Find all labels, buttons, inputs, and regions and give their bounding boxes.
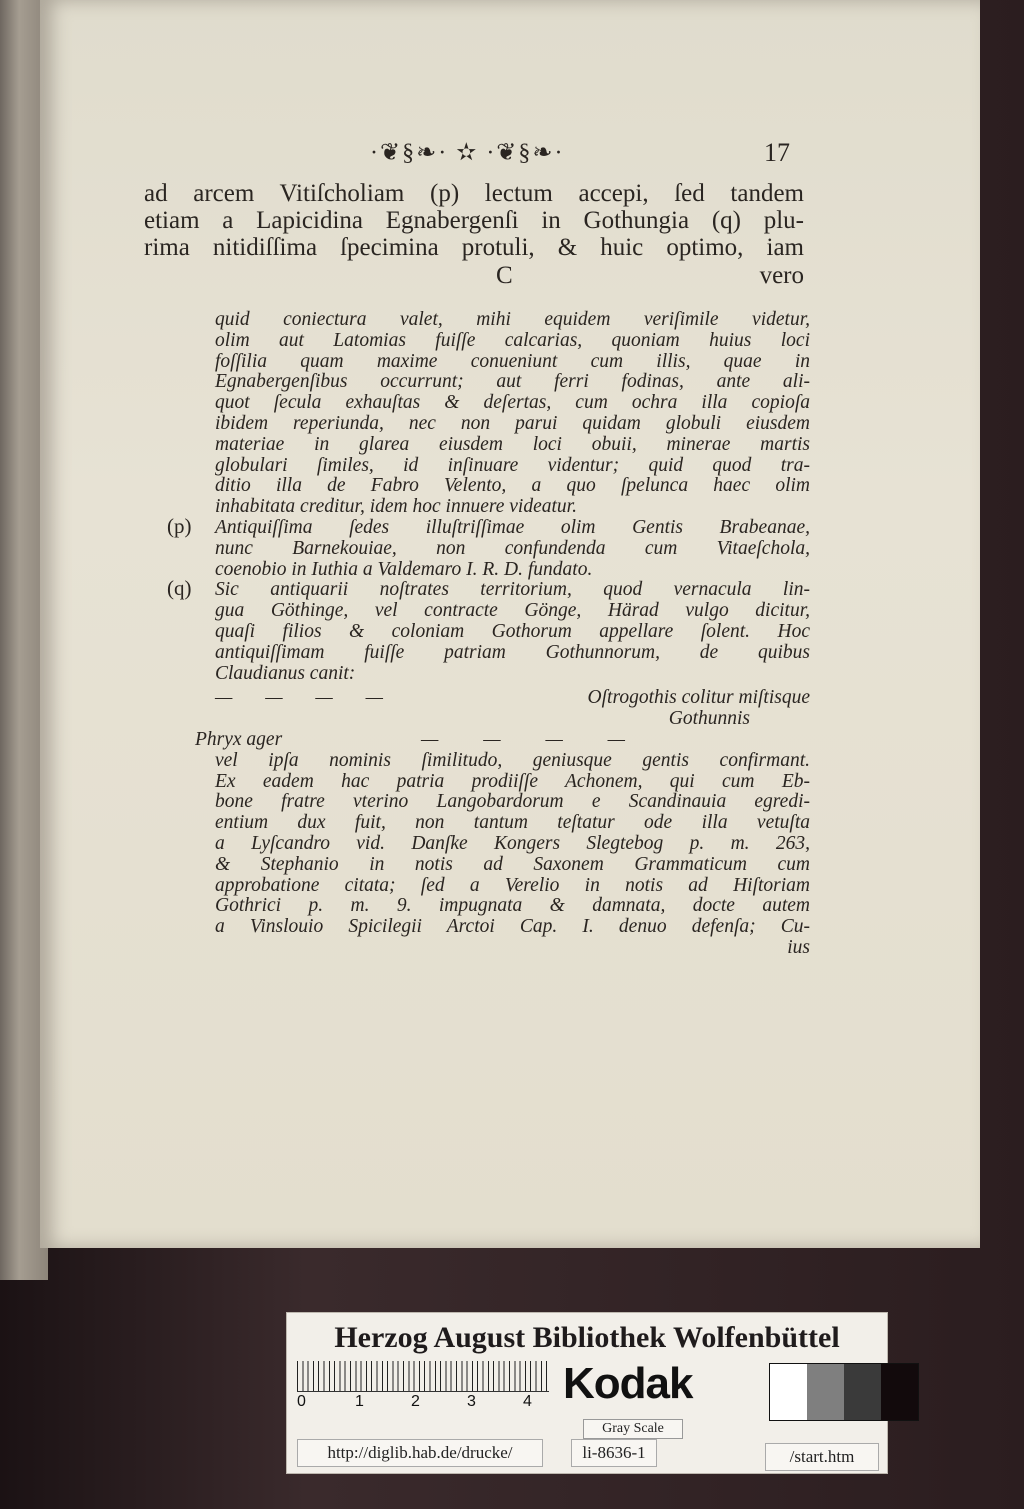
gray-scale-patches [769, 1363, 919, 1421]
note-line: Antiquiſſima ſedes illuſtriſſimae olim Gentis Brabeanae, [215, 516, 810, 538]
note-line: ditio illa de Fabro Velento, a quo ſpelunca haec olim [215, 475, 810, 497]
main-text-line: ad arcem Vitiſcholiam (p) lectum accepi, ſed tandem [144, 180, 804, 207]
main-text-line: rima nitidiſſima ſpecimina protuli, & huic optimo, iam [144, 234, 804, 261]
note-line: Gothrici p. m. 9. impugnata & damnata, docte autem [215, 895, 810, 917]
ruler-number: 1 [355, 1393, 364, 1410]
verse-text: Phryx ager [195, 728, 283, 750]
footnotes [167, 309, 810, 959]
note-q [167, 576, 810, 958]
shelfmark: li-8636-1 [571, 1439, 657, 1467]
verse-text: Oſtrogothis colitur miſtisque [587, 687, 810, 709]
gray-patch [844, 1364, 881, 1420]
note-line: gua Göthinge, vel contracte Gönge, Härad vulgo dicitur, [215, 600, 810, 622]
verse-line [215, 688, 810, 709]
note-line: globulari ſimiles, id inſinuare videntur; quid quod tra- [215, 454, 810, 476]
start-page-url: /start.htm [765, 1443, 879, 1471]
verse-continuation: Gothunnis [668, 708, 750, 730]
note-line: entium dux fuit, non tantum teſtatur ode illa vetuſta [215, 812, 810, 834]
library-title: Herzog August Bibliothek Wolfenbüttel [334, 1321, 840, 1354]
library-target-card [286, 1312, 888, 1474]
book-page [40, 0, 980, 1248]
gray-scale-label: Gray Scale [583, 1419, 683, 1439]
note-line: approbatione citata; ſed a Verelio in notis ad Hiſtoriam [215, 874, 810, 896]
note-line: Claudianus canit: [215, 662, 356, 684]
gray-patch [807, 1364, 844, 1420]
digital-library-url: http://diglib.hab.de/drucke/ [297, 1439, 543, 1467]
note-line: & Stephanio in notis ad Saxonem Grammaticum cum [215, 853, 810, 875]
ruler-number: 0 [297, 1393, 306, 1410]
note-line: bone fratre vterino Langobardorum e Scandinauia egredi- [215, 791, 810, 813]
verse-line [195, 730, 625, 751]
ruler [297, 1361, 549, 1415]
note-p [167, 513, 810, 580]
header-ornament: ·❦§❧· ✫ ·❦§❧· [370, 140, 565, 166]
signature-mark: C [496, 262, 513, 289]
note-line: inhabitata creditur, idem hoc innuere videatur. [215, 496, 577, 518]
catchword: vero [759, 262, 804, 289]
main-text-line: etiam a Lapicidina Egnabergenſi in Gothungia (q) plu- [144, 207, 804, 234]
note-line: olim aut Latomias fuiſſe calcarias, quoniam huius loci [215, 329, 810, 351]
note-marker-p: (p) [167, 513, 192, 538]
note-line: quid coniectura valet, mihi equidem veriſimile videtur, [215, 309, 810, 330]
note-line: a Vinslouio Spicilegii Arctoi Cap. I. denuo defenſa; Cu- [215, 916, 810, 938]
verse-dashes: — — — — [215, 687, 383, 709]
gray-patch [770, 1364, 807, 1420]
note-line: vel ipſa nominis ſimilitudo, geniusque gentis confirmant. [215, 749, 810, 771]
note-line: materiae in glarea eiusdem loci obuii, minerae martis [215, 433, 810, 455]
verse-dashes: — — — — [421, 728, 625, 750]
note-line: quaſi filios & coloniam Gothorum appellare ſolent. Hoc [215, 620, 810, 642]
ruler-numbers [297, 1391, 549, 1413]
note-line: a Lyſcandro vid. Danſke Kongers Slegtebog p. m. 263, [215, 832, 810, 854]
ruler-ticks [297, 1361, 549, 1392]
ruler-number: 4 [523, 1393, 532, 1410]
note-line: coenobio in Iuthia a Valdemaro I. R. D. fundato. [215, 558, 593, 580]
note-line: Ex eadem hac patria prodiiſſe Achonem, qui cum Eb- [215, 770, 810, 792]
ruler-number: 3 [467, 1393, 476, 1410]
main-text [144, 180, 804, 261]
ruler-number: 2 [411, 1393, 420, 1410]
note-line: antiquiſſimam fuiſſe patriam Gothunnorum, de quibus [215, 641, 810, 663]
gray-patch [881, 1364, 918, 1420]
note-line: nunc Barnekouiae, non confundenda cum Vitaeſchola, [215, 537, 810, 559]
catchword-note: ius [787, 936, 810, 958]
kodak-logo: Kodak [563, 1359, 693, 1408]
note-line: foſſilia quam maxime conueniunt cum illis, quae in [215, 350, 810, 372]
note-line: Egnabergenſibus occurrunt; aut ferri fodinas, ante ali- [215, 371, 810, 393]
note-marker-q: (q) [167, 576, 192, 601]
page-number: 17 [764, 138, 790, 167]
note-line: ibidem reperiunda, nec non parui quidam globuli eiusdem [215, 412, 810, 434]
note-line: quot ſecula exhauſtas & deſertas, cum ochra illa copioſa [215, 392, 810, 414]
note-line: Sic antiquarii noſtrates territorium, quod vernacula lin- [215, 579, 810, 601]
